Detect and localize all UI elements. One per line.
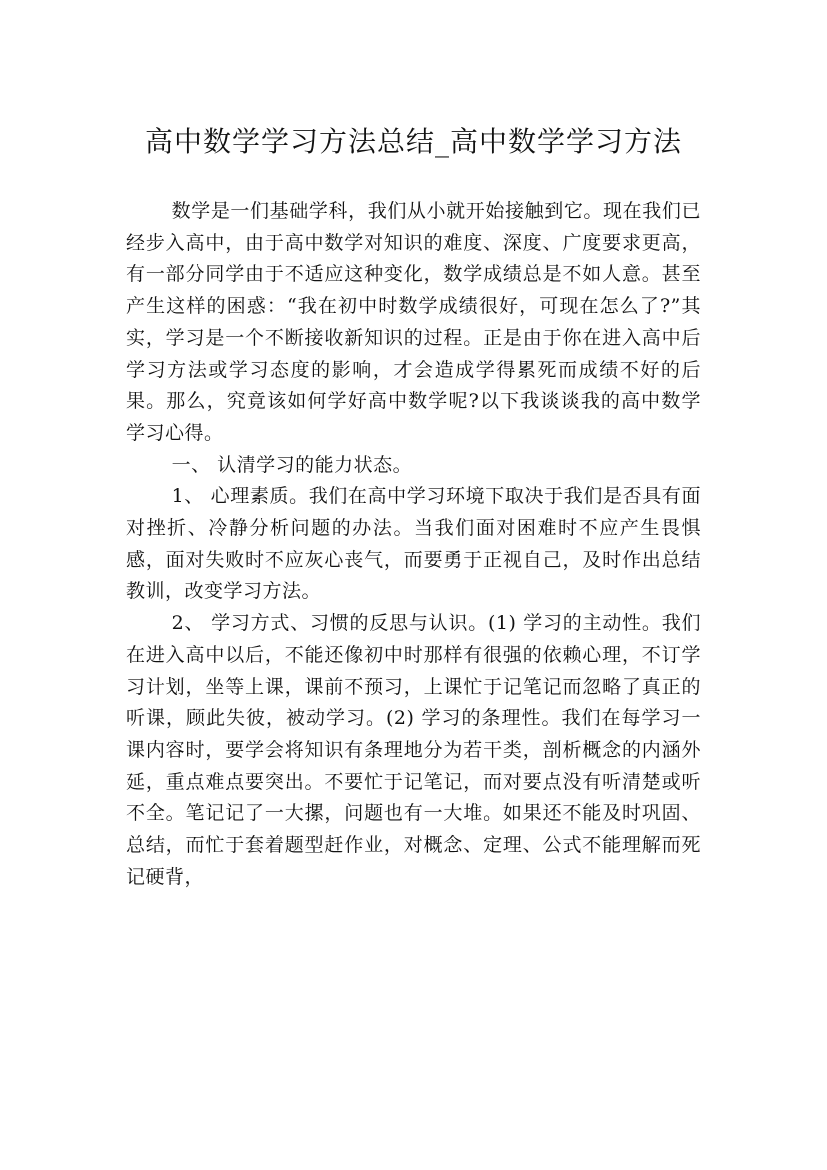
document-title: 高中数学学习方法总结_高中数学学习方法 [144, 124, 682, 158]
paragraph-point-2: 2、 学习方式、习惯的反思与认识。(1) 学习的主动性。我们在进入高中以后，不能还像初中时那样有很强的依赖心理，不订学习计划，坐等上课，课前不预习，上课忙于记笔记而忽略了真正的听课，顾此失彼，被动学习。(2) 学习的条理性。我们在每学习一课内容时，要学会将知识有条理地分为若干类，剖析概念的内涵外延，重点难点要突出。不要忙于记笔记，而对要点没有听清楚或听不全。笔记记了一大摞，问题也有一大堆。如果还不能及时巩固、总结，而忙于套着题型赶作业，对概念、定理、公式不能理解而死记硬背， [126, 612, 701, 888]
document-body [126, 196, 701, 893]
paragraph-point-1: 1、 心理素质。我们在高中学习环境下取决于我们是否具有面对挫折、冷静分析问题的办法。当我们面对困难时不应产生畏惧感，面对失败时不应灰心丧气，而要勇于正视自己，及时作出总结教训，改变学习方法。 [126, 485, 701, 603]
paragraph-section-heading: 一、 认清学习的能力状态。 [171, 453, 413, 476]
paragraph-intro: 数学是一们基础学科，我们从小就开始接触到它。现在我们已经步入高中，由于高中数学对知识的难度、深度、广度要求更高，有一部分同学由于不适应这种变化，数学成绩总是不如人意。甚至产生这样的困惑：“我在初中时数学成绩很好，可现在怎么了?”其实，学习是一个不断接收新知识的过程。正是由于你在进入高中后学习方法或学习态度的影响，才会造成学得累死而成绩不好的后果。那么，究竟该如何学好高中数学呢?以下我谈谈我的高中数学学习心得。 [126, 200, 701, 444]
